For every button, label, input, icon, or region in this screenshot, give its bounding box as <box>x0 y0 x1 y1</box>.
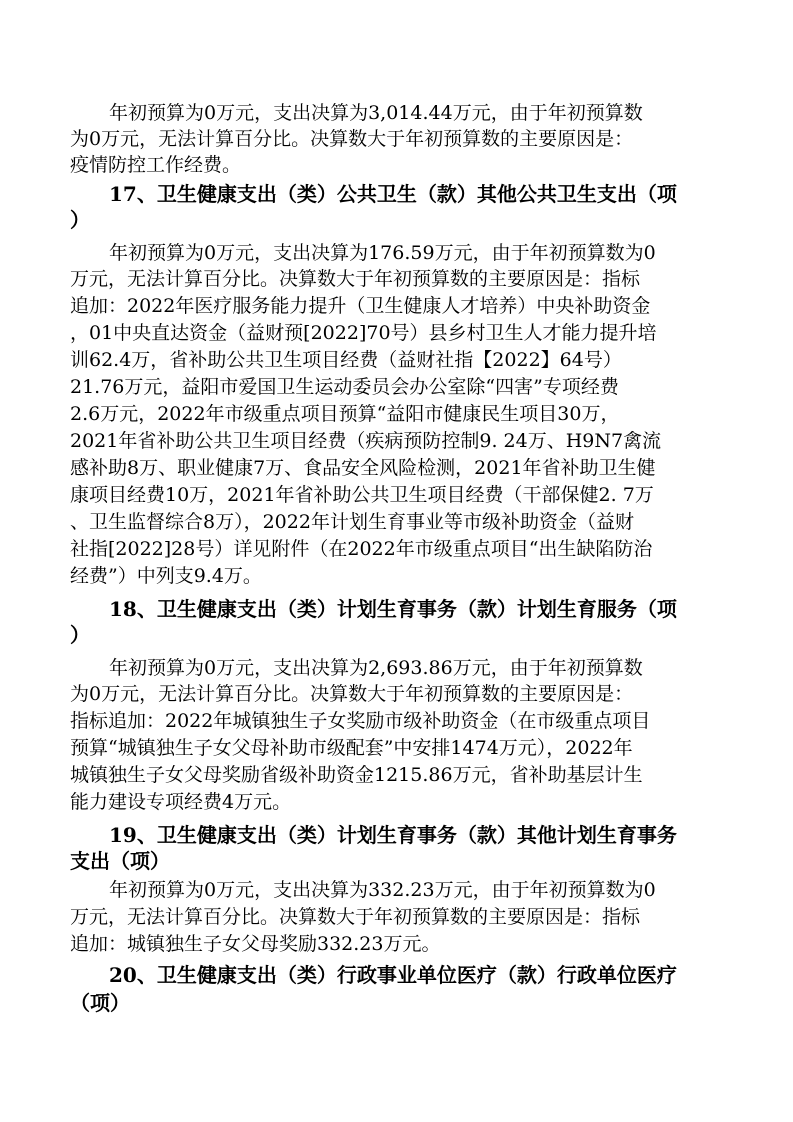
text-line: 为0万元，无法计算百分比。决算数大于年初预算数的主要原因是： <box>70 128 634 150</box>
text-line: 能力建设专项经费4万元。 <box>70 791 292 813</box>
text-line: 追加：城镇独生子女父母奖励332.23万元。 <box>70 933 441 955</box>
text-line: 指标追加：2022年城镇独生子女奖励市级补助资金（在市级重点项目 <box>70 710 651 732</box>
section-heading-20: 20、卫生健康支出（类）行政事业单位医疗（款）行政单位医疗 <box>109 963 677 987</box>
section-heading-20-cont: （项） <box>70 991 130 1015</box>
section-heading-19-cont: 支出（项） <box>70 849 170 873</box>
section-heading-19: 19、卫生健康支出（类）计划生育事务（款）其他计划生育事务 <box>109 823 677 847</box>
text-line: 社指[2022]28号）详见附件（在2022年市级重点项目“出生缺陷防治 <box>70 538 653 560</box>
text-line: 2.6万元，2022年市级重点项目预算“益阳市健康民生项目30万， <box>70 403 620 425</box>
section-heading-18-cont: ） <box>70 623 90 647</box>
text-line: 为0万元，无法计算百分比。决算数大于年初预算数的主要原因是： <box>70 683 634 705</box>
text-line: 预算“城镇独生子女父母补助市级配套”中安排1474万元），2022年 <box>70 737 633 759</box>
text-line: 年初预算为0万元，支出决算为176.59万元，由于年初预算数为0 <box>109 242 656 264</box>
text-line: 、卫生监督综合8万），2022年计划生育事业等市级补助资金（益财 <box>70 511 634 533</box>
text-line: 康项目经费10万，2021年省补助公共卫生项目经费（干部保健2. 7万 <box>70 484 654 506</box>
text-line: ，01中央直达资金（益财预[2022]70号）县乡村卫生人才能力提升培 <box>70 322 657 344</box>
text-line: 感补助8万、职业健康7万、食品安全风险检测，2021年省补助卫生健 <box>70 457 656 479</box>
text-line: 万元，无法计算百分比。决算数大于年初预算数的主要原因是：指标 <box>70 906 641 928</box>
text-line: 年初预算为0万元，支出决算为3,014.44万元，由于年初预算数 <box>109 102 643 124</box>
text-line: 年初预算为0万元，支出决算为332.23万元，由于年初预算数为0 <box>109 879 656 901</box>
text-line: 追加：2022年医疗服务能力提升（卫生健康人才培养）中央补助资金 <box>70 295 651 317</box>
text-line: 经费”）中列支9.4万。 <box>70 565 262 587</box>
section-heading-17: 17、卫生健康支出（类）公共卫生（款）其他公共卫生支出（项 <box>109 182 677 206</box>
section-heading-18: 18、卫生健康支出（类）计划生育事务（款）计划生育服务（项 <box>109 597 677 621</box>
text-line: 训62.4万，省补助公共卫生项目经费（益财社指【2022】64号） <box>70 349 622 371</box>
text-line: 万元，无法计算百分比。决算数大于年初预算数的主要原因是：指标 <box>70 268 641 290</box>
text-line: 年初预算为0万元，支出决算为2,693.86万元，由于年初预算数 <box>109 657 643 679</box>
text-line: 疫情防控工作经费。 <box>70 154 242 176</box>
section-heading-17-cont: ） <box>70 208 90 232</box>
text-line: 城镇独生子女父母奖励省级补助资金1215.86万元，省补助基层计生 <box>70 764 643 786</box>
text-line: 2021年省补助公共卫生项目经费（疾病预防控制9. 24万、H9N7禽流 <box>70 430 662 452</box>
text-line: 21.76万元，益阳市爱国卫生运动委员会办公室除“四害”专项经费 <box>70 376 619 398</box>
